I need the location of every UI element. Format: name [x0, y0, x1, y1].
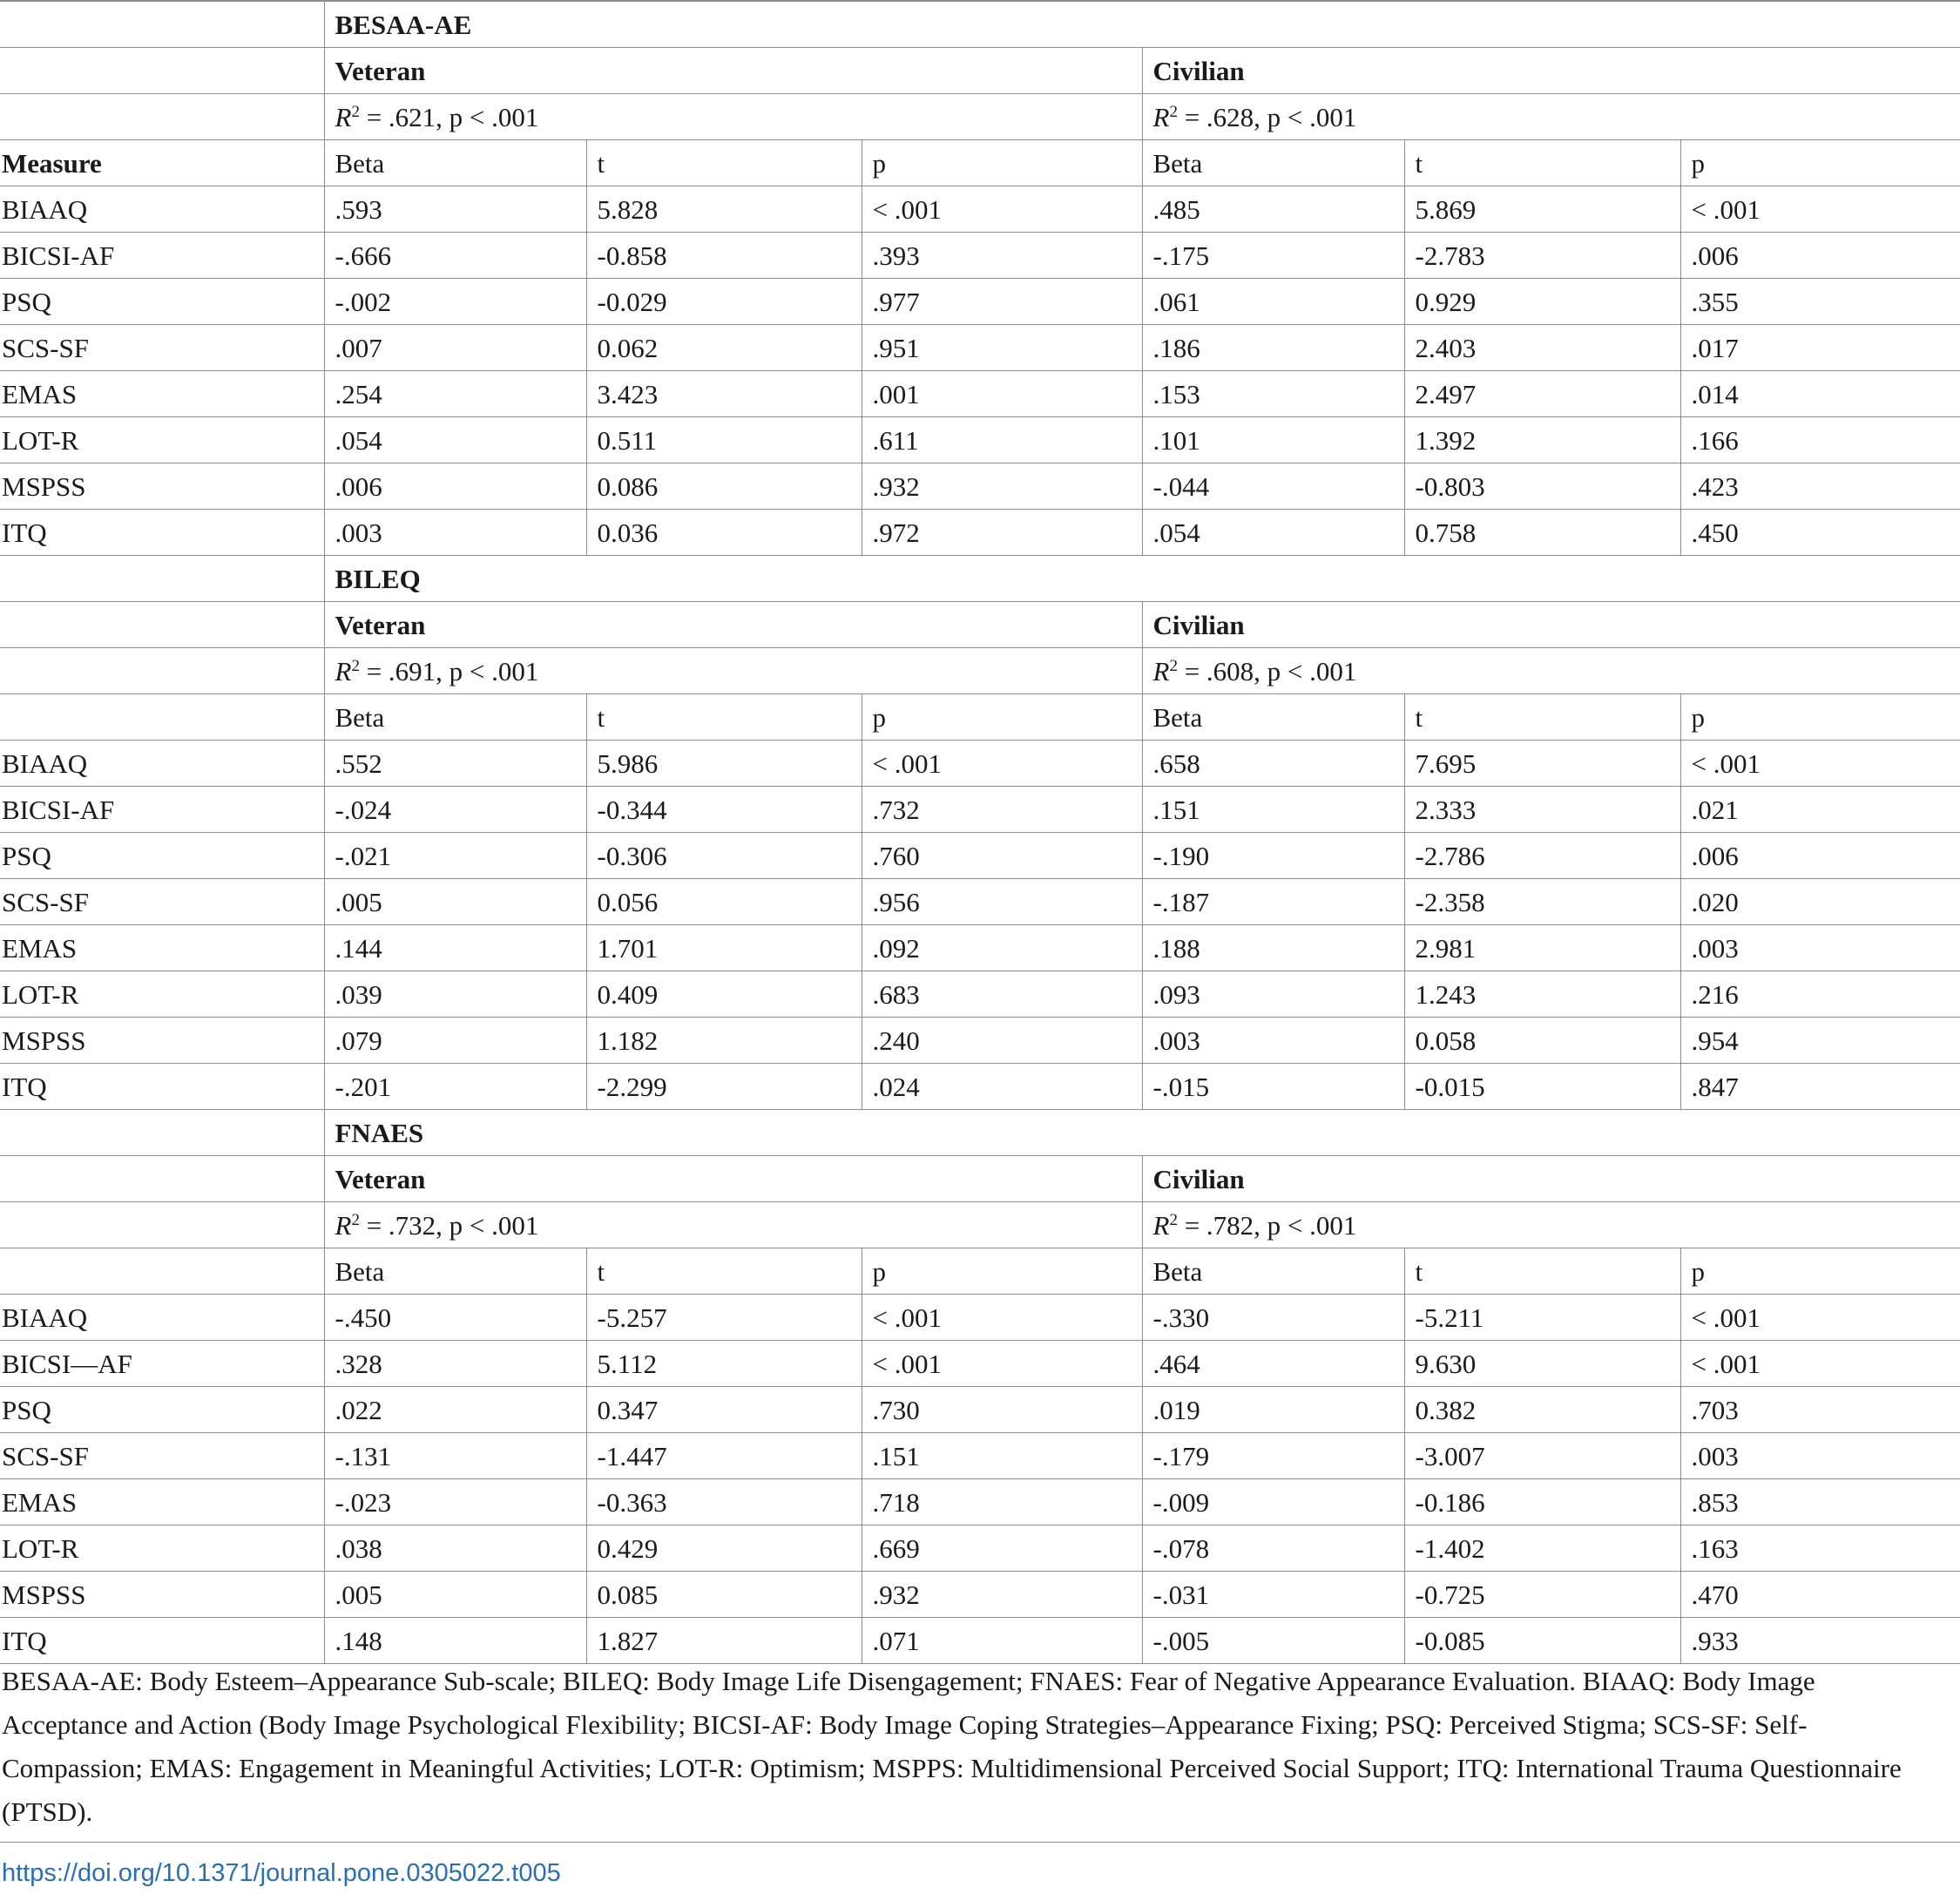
- veteran-value: .956: [862, 879, 1142, 925]
- veteran-value: 5.828: [586, 186, 862, 233]
- column-header-row: [0, 694, 1960, 741]
- veteran-value: .005: [324, 879, 586, 925]
- civilian-value: .464: [1142, 1341, 1404, 1387]
- table-row: [0, 233, 1960, 279]
- table-row: [0, 325, 1960, 371]
- veteran-value: 0.429: [586, 1525, 862, 1572]
- empty-cell: [0, 602, 324, 648]
- measure-name: PSQ: [0, 833, 324, 879]
- civilian-value: .153: [1142, 371, 1404, 417]
- block-title: BESAA-AE: [324, 1, 1960, 48]
- table-row: [0, 1479, 1960, 1525]
- measure-header: Measure: [0, 140, 324, 186]
- veteran-value: .328: [324, 1341, 586, 1387]
- civilian-value: .485: [1142, 186, 1404, 233]
- table-row: [0, 1341, 1960, 1387]
- r2-exponent: 2: [351, 656, 360, 675]
- civilian-value: .658: [1142, 741, 1404, 787]
- civilian-value: -.078: [1142, 1525, 1404, 1572]
- veteran-value: -5.257: [586, 1295, 862, 1341]
- empty-cell: [0, 1248, 324, 1295]
- group-name: Civilian: [1142, 602, 1960, 648]
- veteran-value: 0.511: [586, 417, 862, 463]
- group-name: Veteran: [324, 602, 1142, 648]
- civilian-value: .003: [1142, 1018, 1404, 1064]
- measure-name: EMAS: [0, 371, 324, 417]
- civilian-value: .847: [1680, 1064, 1960, 1110]
- civilian-value: .423: [1680, 463, 1960, 510]
- veteran-value: .254: [324, 371, 586, 417]
- table-row: [0, 186, 1960, 233]
- civilian-value: -5.211: [1404, 1295, 1680, 1341]
- veteran-value: -2.299: [586, 1064, 862, 1110]
- r2-exponent: 2: [1169, 102, 1178, 121]
- civilian-value: .186: [1142, 325, 1404, 371]
- measure-name: ITQ: [0, 510, 324, 556]
- table-row: [0, 741, 1960, 787]
- veteran-value: .552: [324, 741, 586, 787]
- r2-value: [1142, 1202, 1960, 1248]
- civilian-value: .853: [1680, 1479, 1960, 1525]
- civilian-value: 7.695: [1404, 741, 1680, 787]
- veteran-value: .951: [862, 325, 1142, 371]
- civilian-value: -.187: [1142, 879, 1404, 925]
- stat-header: t: [586, 694, 862, 741]
- table-row: [0, 463, 1960, 510]
- veteran-value: .718: [862, 1479, 1142, 1525]
- table-row: [0, 1618, 1960, 1664]
- stat-header: p: [862, 1248, 1142, 1295]
- table-row: [0, 1525, 1960, 1572]
- r2-stat: = .621, p < .001: [359, 101, 539, 132]
- stat-header: p: [1680, 694, 1960, 741]
- measure-name: MSPSS: [0, 1018, 324, 1064]
- group-name: Veteran: [324, 1156, 1142, 1202]
- stat-header: Beta: [324, 1248, 586, 1295]
- civilian-value: -2.783: [1404, 233, 1680, 279]
- group-row: [0, 48, 1960, 94]
- veteran-value: .022: [324, 1387, 586, 1433]
- civilian-value: .061: [1142, 279, 1404, 325]
- stat-header: t: [1404, 694, 1680, 741]
- civilian-value: 0.382: [1404, 1387, 1680, 1433]
- civilian-value: .355: [1680, 279, 1960, 325]
- r2-stat: = .782, p < .001: [1177, 1209, 1357, 1241]
- r2-symbol: R: [1152, 101, 1170, 132]
- veteran-value: 1.182: [586, 1018, 862, 1064]
- veteran-value: .006: [324, 463, 586, 510]
- civilian-value: .933: [1680, 1618, 1960, 1664]
- empty-cell: [0, 1110, 324, 1156]
- civilian-value: .954: [1680, 1018, 1960, 1064]
- measure-name: ITQ: [0, 1618, 324, 1664]
- civilian-value: < .001: [1680, 741, 1960, 787]
- civilian-value: < .001: [1680, 186, 1960, 233]
- veteran-value: .054: [324, 417, 586, 463]
- measure-name: LOT-R: [0, 971, 324, 1018]
- civilian-value: .006: [1680, 233, 1960, 279]
- veteran-value: -0.306: [586, 833, 862, 879]
- civilian-value: .188: [1142, 925, 1404, 971]
- veteran-value: .024: [862, 1064, 1142, 1110]
- table-row: [0, 1572, 1960, 1618]
- civilian-value: .166: [1680, 417, 1960, 463]
- r2-value: [1142, 648, 1960, 694]
- table-row: [0, 879, 1960, 925]
- veteran-value: -0.858: [586, 233, 862, 279]
- veteran-value: .148: [324, 1618, 586, 1664]
- measure-name: BICSI-AF: [0, 233, 324, 279]
- measure-name: BIAAQ: [0, 186, 324, 233]
- veteran-value: .144: [324, 925, 586, 971]
- block-title-row: [0, 1110, 1960, 1156]
- table-body: [0, 1, 1960, 1664]
- group-name: Civilian: [1142, 1156, 1960, 1202]
- veteran-value: .393: [862, 233, 1142, 279]
- stat-header: t: [1404, 140, 1680, 186]
- veteran-value: .071: [862, 1618, 1142, 1664]
- veteran-value: 0.056: [586, 879, 862, 925]
- veteran-value: .611: [862, 417, 1142, 463]
- civilian-value: .216: [1680, 971, 1960, 1018]
- veteran-value: -.131: [324, 1433, 586, 1479]
- stat-header: Beta: [1142, 1248, 1404, 1295]
- measure-name: SCS-SF: [0, 1433, 324, 1479]
- r2-stat: = .691, p < .001: [359, 655, 539, 687]
- empty-cell: [0, 1, 324, 48]
- veteran-value: .977: [862, 279, 1142, 325]
- block-title: BILEQ: [324, 556, 1960, 602]
- veteran-value: -0.029: [586, 279, 862, 325]
- veteran-value: 1.701: [586, 925, 862, 971]
- veteran-value: 1.827: [586, 1618, 862, 1664]
- civilian-value: .703: [1680, 1387, 1960, 1433]
- stat-header: p: [862, 140, 1142, 186]
- table-row: [0, 833, 1960, 879]
- civilian-value: 2.981: [1404, 925, 1680, 971]
- measure-name: ITQ: [0, 1064, 324, 1110]
- table-row: [0, 1433, 1960, 1479]
- civilian-value: 5.869: [1404, 186, 1680, 233]
- measure-name: MSPSS: [0, 1572, 324, 1618]
- civilian-value: .470: [1680, 1572, 1960, 1618]
- stat-header: t: [586, 1248, 862, 1295]
- empty-cell: [0, 94, 324, 140]
- civilian-value: 0.929: [1404, 279, 1680, 325]
- r2-value: [324, 648, 1142, 694]
- veteran-value: -.666: [324, 233, 586, 279]
- measure-name: SCS-SF: [0, 325, 324, 371]
- civilian-value: 0.758: [1404, 510, 1680, 556]
- r2-exponent: 2: [351, 102, 360, 121]
- veteran-value: .005: [324, 1572, 586, 1618]
- stat-header: t: [586, 140, 862, 186]
- veteran-value: < .001: [862, 186, 1142, 233]
- r2-stat: = .628, p < .001: [1177, 101, 1357, 132]
- veteran-value: .730: [862, 1387, 1142, 1433]
- empty-cell: [0, 1202, 324, 1248]
- civilian-value: 2.403: [1404, 325, 1680, 371]
- column-header-row: [0, 1248, 1960, 1295]
- measure-name: MSPSS: [0, 463, 324, 510]
- measure-name: PSQ: [0, 279, 324, 325]
- empty-cell: [0, 694, 324, 741]
- r2-value: [324, 1202, 1142, 1248]
- r2-stat: = .608, p < .001: [1177, 655, 1357, 687]
- veteran-value: < .001: [862, 1295, 1142, 1341]
- civilian-value: -0.015: [1404, 1064, 1680, 1110]
- veteran-value: -.201: [324, 1064, 586, 1110]
- veteran-value: < .001: [862, 1341, 1142, 1387]
- veteran-value: 0.036: [586, 510, 862, 556]
- veteran-value: .669: [862, 1525, 1142, 1572]
- veteran-value: .039: [324, 971, 586, 1018]
- civilian-value: -.015: [1142, 1064, 1404, 1110]
- veteran-value: .007: [324, 325, 586, 371]
- table-row: [0, 1387, 1960, 1433]
- column-header-row: [0, 140, 1960, 186]
- r2-exponent: 2: [1169, 656, 1178, 675]
- measure-name: BIAAQ: [0, 741, 324, 787]
- veteran-value: 0.062: [586, 325, 862, 371]
- veteran-value: .932: [862, 463, 1142, 510]
- veteran-value: -1.447: [586, 1433, 862, 1479]
- civilian-value: 2.333: [1404, 787, 1680, 833]
- footer-rule: [0, 1842, 1960, 1843]
- r2-stat: = .732, p < .001: [359, 1209, 539, 1241]
- measure-name: LOT-R: [0, 1525, 324, 1572]
- veteran-value: .079: [324, 1018, 586, 1064]
- civilian-value: -.005: [1142, 1618, 1404, 1664]
- group-row: [0, 602, 1960, 648]
- veteran-value: -0.363: [586, 1479, 862, 1525]
- veteran-value: .932: [862, 1572, 1142, 1618]
- civilian-value: -0.803: [1404, 463, 1680, 510]
- veteran-value: .003: [324, 510, 586, 556]
- civilian-value: -0.725: [1404, 1572, 1680, 1618]
- civilian-value: 0.058: [1404, 1018, 1680, 1064]
- r2-row: [0, 94, 1960, 140]
- measure-name: PSQ: [0, 1387, 324, 1433]
- veteran-value: .593: [324, 186, 586, 233]
- veteran-value: .092: [862, 925, 1142, 971]
- veteran-value: 5.112: [586, 1341, 862, 1387]
- table-row: [0, 510, 1960, 556]
- veteran-value: 5.986: [586, 741, 862, 787]
- veteran-value: -.021: [324, 833, 586, 879]
- veteran-value: .038: [324, 1525, 586, 1572]
- block-title-row: [0, 1, 1960, 48]
- civilian-value: .006: [1680, 833, 1960, 879]
- measure-name: BICSI—AF: [0, 1341, 324, 1387]
- r2-value: [324, 94, 1142, 140]
- doi-link[interactable]: https://doi.org/10.1371/journal.pone.0305022.t005: [2, 1859, 561, 1887]
- veteran-value: 0.085: [586, 1572, 862, 1618]
- veteran-value: -.024: [324, 787, 586, 833]
- veteran-value: 0.347: [586, 1387, 862, 1433]
- civilian-value: -0.085: [1404, 1618, 1680, 1664]
- civilian-value: < .001: [1680, 1295, 1960, 1341]
- stat-header: Beta: [1142, 140, 1404, 186]
- civilian-value: .021: [1680, 787, 1960, 833]
- civilian-value: -.175: [1142, 233, 1404, 279]
- table-row: [0, 371, 1960, 417]
- measure-name: BICSI-AF: [0, 787, 324, 833]
- r2-symbol: R: [1152, 1209, 1170, 1241]
- civilian-value: -.330: [1142, 1295, 1404, 1341]
- civilian-value: -0.186: [1404, 1479, 1680, 1525]
- veteran-value: 3.423: [586, 371, 862, 417]
- civilian-value: .151: [1142, 787, 1404, 833]
- civilian-value: .093: [1142, 971, 1404, 1018]
- veteran-value: .972: [862, 510, 1142, 556]
- veteran-value: .683: [862, 971, 1142, 1018]
- civilian-value: .450: [1680, 510, 1960, 556]
- r2-row: [0, 648, 1960, 694]
- civilian-value: < .001: [1680, 1341, 1960, 1387]
- r2-value: [1142, 94, 1960, 140]
- civilian-value: -.179: [1142, 1433, 1404, 1479]
- r2-exponent: 2: [351, 1210, 360, 1229]
- table-row: [0, 787, 1960, 833]
- civilian-value: .014: [1680, 371, 1960, 417]
- civilian-value: .003: [1680, 925, 1960, 971]
- civilian-value: .054: [1142, 510, 1404, 556]
- civilian-value: .020: [1680, 879, 1960, 925]
- stat-header: p: [1680, 140, 1960, 186]
- civilian-value: .101: [1142, 417, 1404, 463]
- block-title: FNAES: [324, 1110, 1960, 1156]
- r2-exponent: 2: [1169, 1210, 1178, 1229]
- stat-header: Beta: [324, 694, 586, 741]
- table-row: [0, 1018, 1960, 1064]
- civilian-value: -.009: [1142, 1479, 1404, 1525]
- civilian-value: .017: [1680, 325, 1960, 371]
- stat-header: Beta: [324, 140, 586, 186]
- veteran-value: .001: [862, 371, 1142, 417]
- table-row: [0, 925, 1960, 971]
- r2-row: [0, 1202, 1960, 1248]
- veteran-value: .240: [862, 1018, 1142, 1064]
- veteran-value: .151: [862, 1433, 1142, 1479]
- veteran-value: 0.409: [586, 971, 862, 1018]
- civilian-value: -2.786: [1404, 833, 1680, 879]
- civilian-value: -2.358: [1404, 879, 1680, 925]
- veteran-value: -.023: [324, 1479, 586, 1525]
- measure-name: EMAS: [0, 925, 324, 971]
- empty-cell: [0, 1156, 324, 1202]
- empty-cell: [0, 48, 324, 94]
- civilian-value: 9.630: [1404, 1341, 1680, 1387]
- table-footnote: BESAA-AE: Body Esteem–Appearance Sub-scale; BILEQ: Body Image Life Disengagement; FNAES: Fear of Negative Appearance Evaluation. BIAAQ: Body Image Acceptance and Action (Body Image Psychological Flexibility; BICSI-AF: Body Image Coping Strategies–Appearance Fixing; PSQ: Perceived Stigma; SCS-SF: Self-Compassion; EMAS: Engagement in Meaningful Activities; LOT-R: Optimism; MSPPS: Multidimensional Perceived Social Support; ITQ: International Trauma Questionnaire (PTSD).: [2, 1666, 1902, 1827]
- block-title-row: [0, 556, 1960, 602]
- veteran-value: 0.086: [586, 463, 862, 510]
- table-row: [0, 417, 1960, 463]
- veteran-value: .732: [862, 787, 1142, 833]
- veteran-value: .760: [862, 833, 1142, 879]
- veteran-value: -0.344: [586, 787, 862, 833]
- civilian-value: -1.402: [1404, 1525, 1680, 1572]
- veteran-value: -.002: [324, 279, 586, 325]
- civilian-value: .003: [1680, 1433, 1960, 1479]
- measure-name: EMAS: [0, 1479, 324, 1525]
- civilian-value: 1.392: [1404, 417, 1680, 463]
- r2-symbol: R: [335, 655, 352, 687]
- measure-name: LOT-R: [0, 417, 324, 463]
- table-row: [0, 279, 1960, 325]
- veteran-value: < .001: [862, 741, 1142, 787]
- table-row: [0, 1295, 1960, 1341]
- empty-cell: [0, 648, 324, 694]
- civilian-value: -.031: [1142, 1572, 1404, 1618]
- r2-symbol: R: [335, 101, 352, 132]
- civilian-value: .163: [1680, 1525, 1960, 1572]
- stat-header: p: [1680, 1248, 1960, 1295]
- civilian-value: -.190: [1142, 833, 1404, 879]
- group-row: [0, 1156, 1960, 1202]
- civilian-value: 1.243: [1404, 971, 1680, 1018]
- group-name: Veteran: [324, 48, 1142, 94]
- r2-symbol: R: [1152, 655, 1170, 687]
- measure-name: SCS-SF: [0, 879, 324, 925]
- civilian-value: .019: [1142, 1387, 1404, 1433]
- civilian-value: -.044: [1142, 463, 1404, 510]
- table-row: [0, 971, 1960, 1018]
- r2-symbol: R: [335, 1209, 352, 1241]
- veteran-value: -.450: [324, 1295, 586, 1341]
- table-row: [0, 1064, 1960, 1110]
- stat-header: p: [862, 694, 1142, 741]
- civilian-value: 2.497: [1404, 371, 1680, 417]
- stat-header: Beta: [1142, 694, 1404, 741]
- civilian-value: -3.007: [1404, 1433, 1680, 1479]
- measure-name: BIAAQ: [0, 1295, 324, 1341]
- empty-cell: [0, 556, 324, 602]
- stat-header: t: [1404, 1248, 1680, 1295]
- group-name: Civilian: [1142, 48, 1960, 94]
